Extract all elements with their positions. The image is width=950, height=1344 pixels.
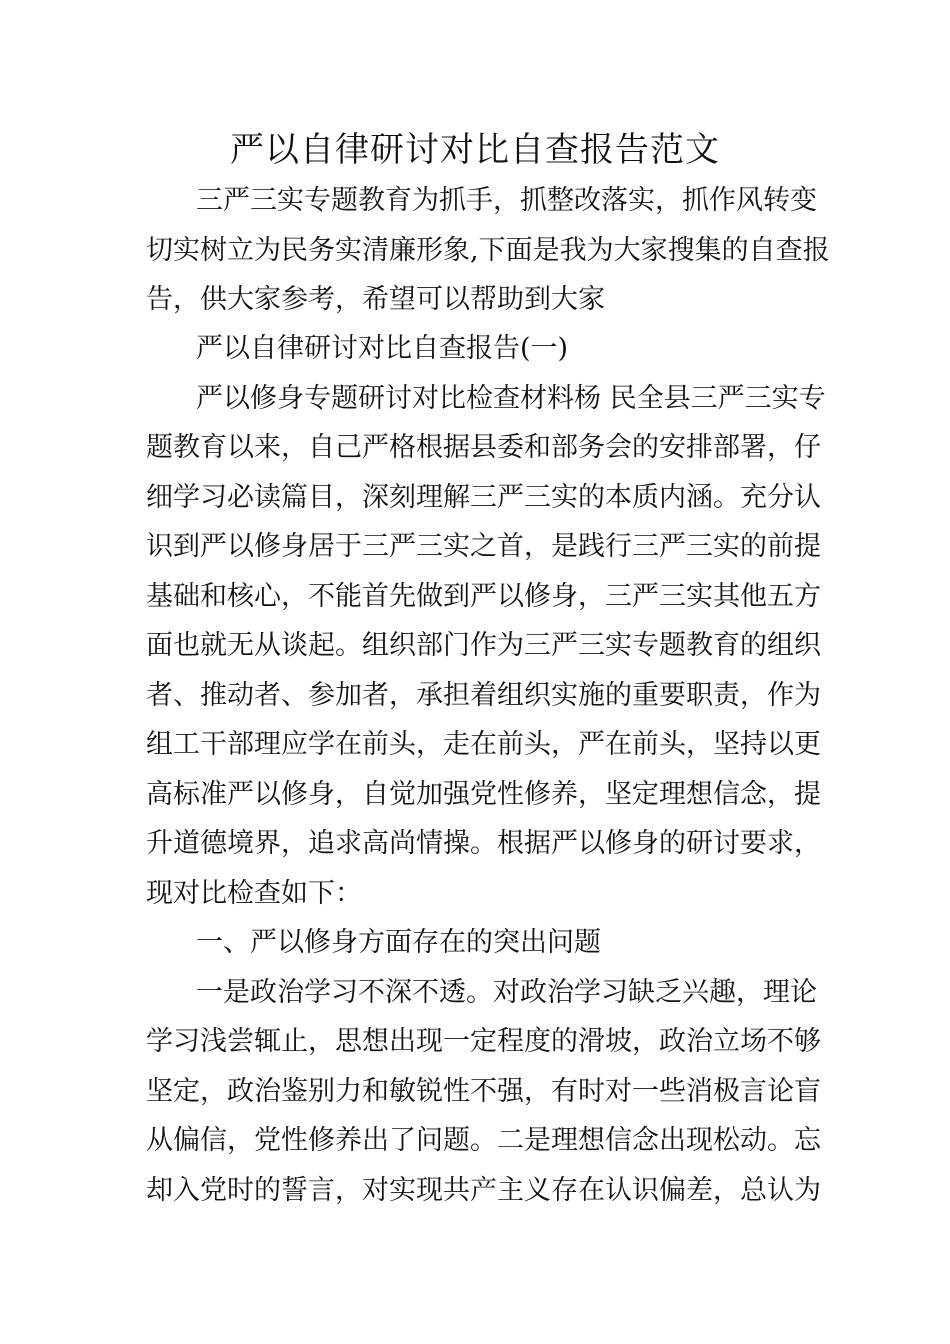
paragraph-line: 却入党时的誓言，对实现共产主义存在认识偏差，总认为: [146, 1175, 821, 1206]
paragraph-line: 基础和核心，不能首先做到严以修身，三严三实其他五方: [146, 581, 821, 612]
paragraph-line: 一是政治学习不深不透。对政治学习缺乏兴趣，理论: [196, 977, 817, 1008]
paragraph-line: 严以修身专题研讨对比检查材料杨 民全县三严三实专: [196, 383, 826, 414]
paragraph-line: 者、推动者、参加者，承担着组织实施的重要职责，作为: [146, 680, 821, 711]
document-title: 严以自律研讨对比自查报告范文: [230, 130, 720, 170]
paragraph-line: 切实树立为民务实清廉形象,下面是我为大家搜集的自查报: [146, 235, 830, 266]
paragraph-line: 现对比检查如下：: [146, 878, 362, 909]
paragraph-line: 细学习必读篇目，深刻理解三严三实的本质内涵。充分认: [146, 482, 821, 513]
paragraph-line: 学习浅尝辄止，思想出现一定程度的滑坡，政治立场不够: [146, 1026, 821, 1057]
paragraph-line: 告，供大家参考，希望可以帮助到大家: [146, 284, 605, 315]
paragraph-line: 高标准严以修身，自觉加强党性修养，坚定理想信念，提: [146, 779, 821, 810]
paragraph-line: 识到严以修身居于三严三实之首，是践行三严三实的前提: [146, 531, 821, 562]
paragraph-line: 坚定，政治鉴别力和敏锐性不强，有时对一些消极言论盲: [146, 1076, 821, 1107]
paragraph-line: 面也就无从谈起。组织部门作为三严三实专题教育的组织: [146, 630, 821, 661]
paragraph-line: 升道德境界，追求高尚情操。根据严以修身的研讨要求，: [146, 828, 821, 859]
paragraph-line: 三严三实专题教育为抓手，抓整改落实，抓作风转变: [196, 185, 817, 216]
paragraph-line: 组工干部理应学在前头，走在前头，严在前头，坚持以更: [146, 729, 821, 760]
section-heading: 一、严以修身方面存在的突出问题: [196, 927, 601, 958]
paragraph-line: 从偏信，党性修养出了问题。二是理想信念出现松动。忘: [146, 1125, 821, 1156]
paragraph-line: 题教育以来，自己严格根据县委和部务会的安排部署，仔: [146, 432, 821, 463]
section-heading: 严以自律研讨对比自查报告(一): [196, 333, 569, 364]
